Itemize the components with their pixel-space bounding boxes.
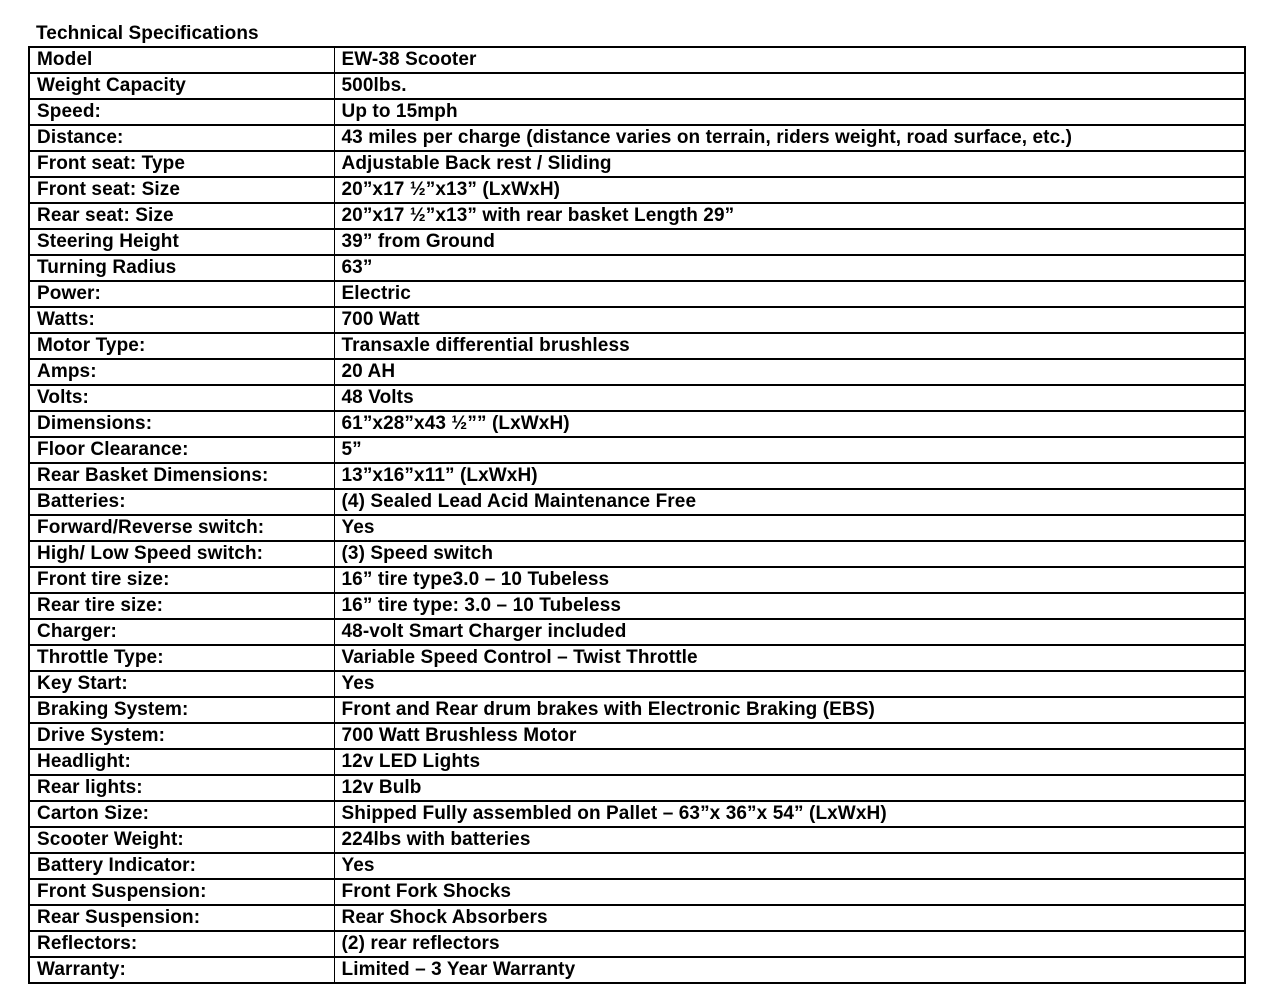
spec-row (29, 879, 1245, 905)
spec-label: Rear Suspension: (29, 905, 334, 931)
spec-row (29, 255, 1245, 281)
spec-label: Weight Capacity (29, 73, 334, 99)
spec-row (29, 177, 1245, 203)
spec-value: 224lbs with batteries (334, 827, 1245, 853)
spec-label: Warranty: (29, 957, 334, 983)
spec-value: Transaxle differential brushless (334, 333, 1245, 359)
spec-value: Limited – 3 Year Warranty (334, 957, 1245, 983)
spec-value: 700 Watt (334, 307, 1245, 333)
spec-label: Batteries: (29, 489, 334, 515)
spec-row (29, 749, 1245, 775)
spec-row (29, 541, 1245, 567)
spec-row (29, 411, 1245, 437)
spec-row (29, 99, 1245, 125)
spec-label: Motor Type: (29, 333, 334, 359)
spec-value: Shipped Fully assembled on Pallet – 63”x 36”x 54” (LxWxH) (334, 801, 1245, 827)
spec-label: Scooter Weight: (29, 827, 334, 853)
spec-label: Volts: (29, 385, 334, 411)
spec-row (29, 437, 1245, 463)
spec-row (29, 957, 1245, 983)
spec-row (29, 125, 1245, 151)
spec-label: Steering Height (29, 229, 334, 255)
spec-row (29, 203, 1245, 229)
spec-row (29, 515, 1245, 541)
spec-value: Front Fork Shocks (334, 879, 1245, 905)
spec-value: 16” tire type3.0 – 10 Tubeless (334, 567, 1245, 593)
spec-value: EW-38 Scooter (341, 49, 477, 70)
spec-label: Key Start: (29, 671, 334, 697)
spec-label: Watts: (29, 307, 334, 333)
spec-label: High/ Low Speed switch: (29, 541, 334, 567)
spec-value: 13”x16”x11” (LxWxH) (334, 463, 1245, 489)
spec-row (29, 151, 1245, 177)
spec-value: 63” (334, 255, 1245, 281)
spec-row (29, 567, 1245, 593)
spec-row (29, 905, 1245, 931)
spec-row (29, 671, 1245, 697)
spec-label: Rear tire size: (29, 593, 334, 619)
spec-value: Front and Rear drum brakes with Electronic Braking (EBS) (334, 697, 1245, 723)
spec-row (29, 385, 1245, 411)
spec-row (29, 489, 1245, 515)
spec-label: Model (29, 47, 334, 73)
spec-label: Front seat: Size (29, 177, 334, 203)
spec-row (29, 47, 1245, 73)
spec-value: 12v Bulb (334, 775, 1245, 801)
spec-row (29, 73, 1245, 99)
spec-value: Adjustable Back rest / Sliding (334, 151, 1245, 177)
spec-value: 48-volt Smart Charger included (334, 619, 1245, 645)
spec-value: 16” tire type: 3.0 – 10 Tubeless (334, 593, 1245, 619)
spec-label: Reflectors: (29, 931, 334, 957)
spec-label: Distance: (29, 125, 334, 151)
spec-label: Charger: (29, 619, 334, 645)
spec-label: Front tire size: (29, 567, 334, 593)
spec-table (28, 46, 1246, 984)
spec-row (29, 333, 1245, 359)
spec-label: Forward/Reverse switch: (29, 515, 334, 541)
spec-row (29, 359, 1245, 385)
spec-label: Front Suspension: (29, 879, 334, 905)
spec-label: Power: (29, 281, 334, 307)
spec-value: Electric (334, 281, 1245, 307)
spec-label: Front seat: Type (29, 151, 334, 177)
spec-value: Variable Speed Control – Twist Throttle (334, 645, 1245, 671)
spec-value: Up to 15mph (334, 99, 1245, 125)
spec-value: Rear Shock Absorbers (334, 905, 1245, 931)
spec-value: 20”x17 ½”x13” (LxWxH) (334, 177, 1245, 203)
spec-value: 61”x28”x43 ½”” (LxWxH) (334, 411, 1245, 437)
spec-value: 43 miles per charge (distance varies on terrain, riders weight, road surface, etc.) (334, 125, 1245, 151)
spec-row (29, 801, 1245, 827)
spec-value: 20 AH (334, 359, 1245, 385)
spec-row (29, 229, 1245, 255)
spec-label: Speed: (29, 99, 334, 125)
spec-row (29, 645, 1245, 671)
spec-row (29, 775, 1245, 801)
spec-value: 20”x17 ½”x13” with rear basket Length 29” (334, 203, 1245, 229)
spec-label: Turning Radius (29, 255, 334, 281)
spec-value: 5” (334, 437, 1245, 463)
spec-value: 700 Watt Brushless Motor (334, 723, 1245, 749)
spec-value: Yes (334, 671, 1245, 697)
spec-label: Throttle Type: (29, 645, 334, 671)
spec-row (29, 853, 1245, 879)
spec-row (29, 723, 1245, 749)
spec-row (29, 593, 1245, 619)
spec-value: 12v LED Lights (334, 749, 1245, 775)
spec-row (29, 619, 1245, 645)
spec-table-body (29, 47, 1245, 983)
spec-label: Headlight: (29, 749, 334, 775)
spec-value: Yes (334, 853, 1245, 879)
spec-value: 39” from Ground (334, 229, 1245, 255)
spec-value: 500lbs. (334, 73, 1245, 99)
spec-row (29, 697, 1245, 723)
spec-label: Carton Size: (29, 801, 334, 827)
spec-row (29, 281, 1245, 307)
spec-row (29, 463, 1245, 489)
spec-row (29, 827, 1245, 853)
spec-label: Rear seat: Size (29, 203, 334, 229)
spec-value: (2) rear reflectors (334, 931, 1245, 957)
document-title: Technical Specifications (36, 23, 259, 44)
spec-value: (4) Sealed Lead Acid Maintenance Free (334, 489, 1245, 515)
spec-label: Drive System: (29, 723, 334, 749)
spec-label: Amps: (29, 359, 334, 385)
spec-row (29, 931, 1245, 957)
spec-label: Braking System: (29, 697, 334, 723)
spec-label: Floor Clearance: (29, 437, 334, 463)
spec-label: Rear lights: (29, 775, 334, 801)
spec-value: Yes (334, 515, 1245, 541)
spec-value: (3) Speed switch (334, 541, 1245, 567)
spec-label: Dimensions: (29, 411, 334, 437)
spec-value: 48 Volts (334, 385, 1245, 411)
spec-row (29, 307, 1245, 333)
spec-label: Battery Indicator: (29, 853, 334, 879)
spec-label: Rear Basket Dimensions: (29, 463, 334, 489)
